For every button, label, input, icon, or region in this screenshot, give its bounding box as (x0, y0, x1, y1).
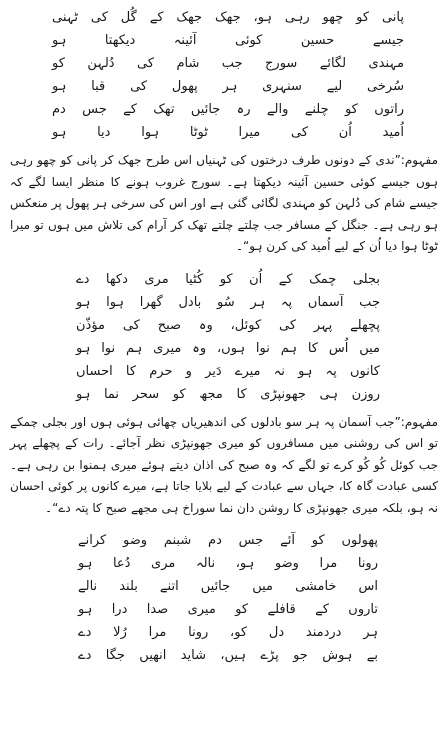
stanza-3 (8, 529, 440, 667)
verse-line: کانوں پہ ہو نہ میرے دَیر و حرم کا احساں (76, 363, 380, 379)
verse-line: جیسے حسین کوئی آئینہ دیکھتا ہو (52, 33, 404, 48)
verse-line: پچھلے پہر کی کوئل، وہ صبح کی مؤذّن (76, 317, 380, 333)
verse-line: تاروں کے قافلے کو میری صدا درا ہو (78, 602, 378, 617)
verse-line: راتوں کو چلنے والے رہ جائیں تھک کے جس دم (52, 102, 404, 117)
meaning-text: ”ندی کے دونوں طرف درختوں کی ٹہنیاں اس طرح جھک کر پانی کو چھو رہی ہوں جیسے کوئی حسین آئینہ دیکھتا ہے۔ سورج غروب ہونے کا منظر ایسا لگے کہ جیسے شام کی دُلہن کو مہندی لگائی گئی ہے اور اس کی سرخی ہر پھول پر منعکس ہو رہی ہے۔ جنگل کے مسافر جب چلتے چلتے تھک کر آرام کی تلاش میں ہوں تو میرا ٹوٹا ہوا دیا اُن کے لیے اُمید کی کرن ہو“۔ (10, 153, 438, 253)
verse-line: بے ہوش جو پڑے ہیں، شاید انھیں جگا دے (78, 648, 378, 663)
verse-line: پانی کو چھو رہی ہو، جھک جھک کے گُل کی ٹہنی (52, 10, 404, 25)
meaning-paragraph-1 (8, 150, 440, 258)
stanza-2 (8, 268, 440, 406)
verse-line: میں اُس کا ہم نوا ہوں، وہ میری ہم نوا ہو (76, 340, 380, 356)
verse-line: مہندی لگائے سورج جب شام کی دُلہن کو (52, 56, 404, 71)
stanza-1 (8, 6, 440, 144)
verse-line: سُرخی لیے سنہری ہر پھول کی قبا ہو (52, 79, 404, 94)
verse-line: رونا مرا وضو ہو، نالہ مری دُعا ہو (78, 556, 378, 571)
verse-line: اس خامشی میں جائیں اتنے بلند نالے (78, 579, 378, 594)
verse-line: بجلی چمک کے اُن کو کُٹیا مری دکھا دے (76, 271, 380, 287)
meaning-label: مفہوم: (400, 414, 438, 429)
verse-line: جب آسماں پہ ہر سُو بادل گھرا ہوا ہو (76, 294, 380, 310)
verse-line: ہر دردمند دل کو، رونا مرا رُلا دے (78, 625, 378, 640)
verse-line: اُمید اُن کی میرا ٹوٹا ہوا دیا ہو (52, 125, 404, 140)
verse-line: پھولوں کو آئے جس دم شبنم وضو کرانے (78, 533, 378, 548)
meaning-paragraph-2 (8, 412, 440, 520)
verse-line: روزن ہی جھونپڑی کا مجھ کو سحر نما ہو (76, 386, 380, 402)
meaning-label: مفہوم: (400, 153, 438, 167)
meaning-text: ”جب آسمان پہ ہر سو بادلوں کی اندھیریاں چھائی ہوئی ہوں اور بجلی چمکے تو اس کی روشنی میں مسافروں کو میری جھونپڑی نظر آجائے۔ رات کے پچھلے پہر جب کوئل کُو کُو کرے تو لگے کہ وہ صبح کی اذان دیتے ہوئے میری ہمنوا بن رہی ہے۔ کسی عبادت گاہ کا، جہاں سے عبادت کے لیے بلایا جاتا ہے، میرے کانوں پر کوئی احسان نہ ہو، بلکہ میری جھونپڑی کا روشن دان نما سوراخ ہی مجھے صبح کا پتہ دے“۔ (10, 414, 438, 515)
